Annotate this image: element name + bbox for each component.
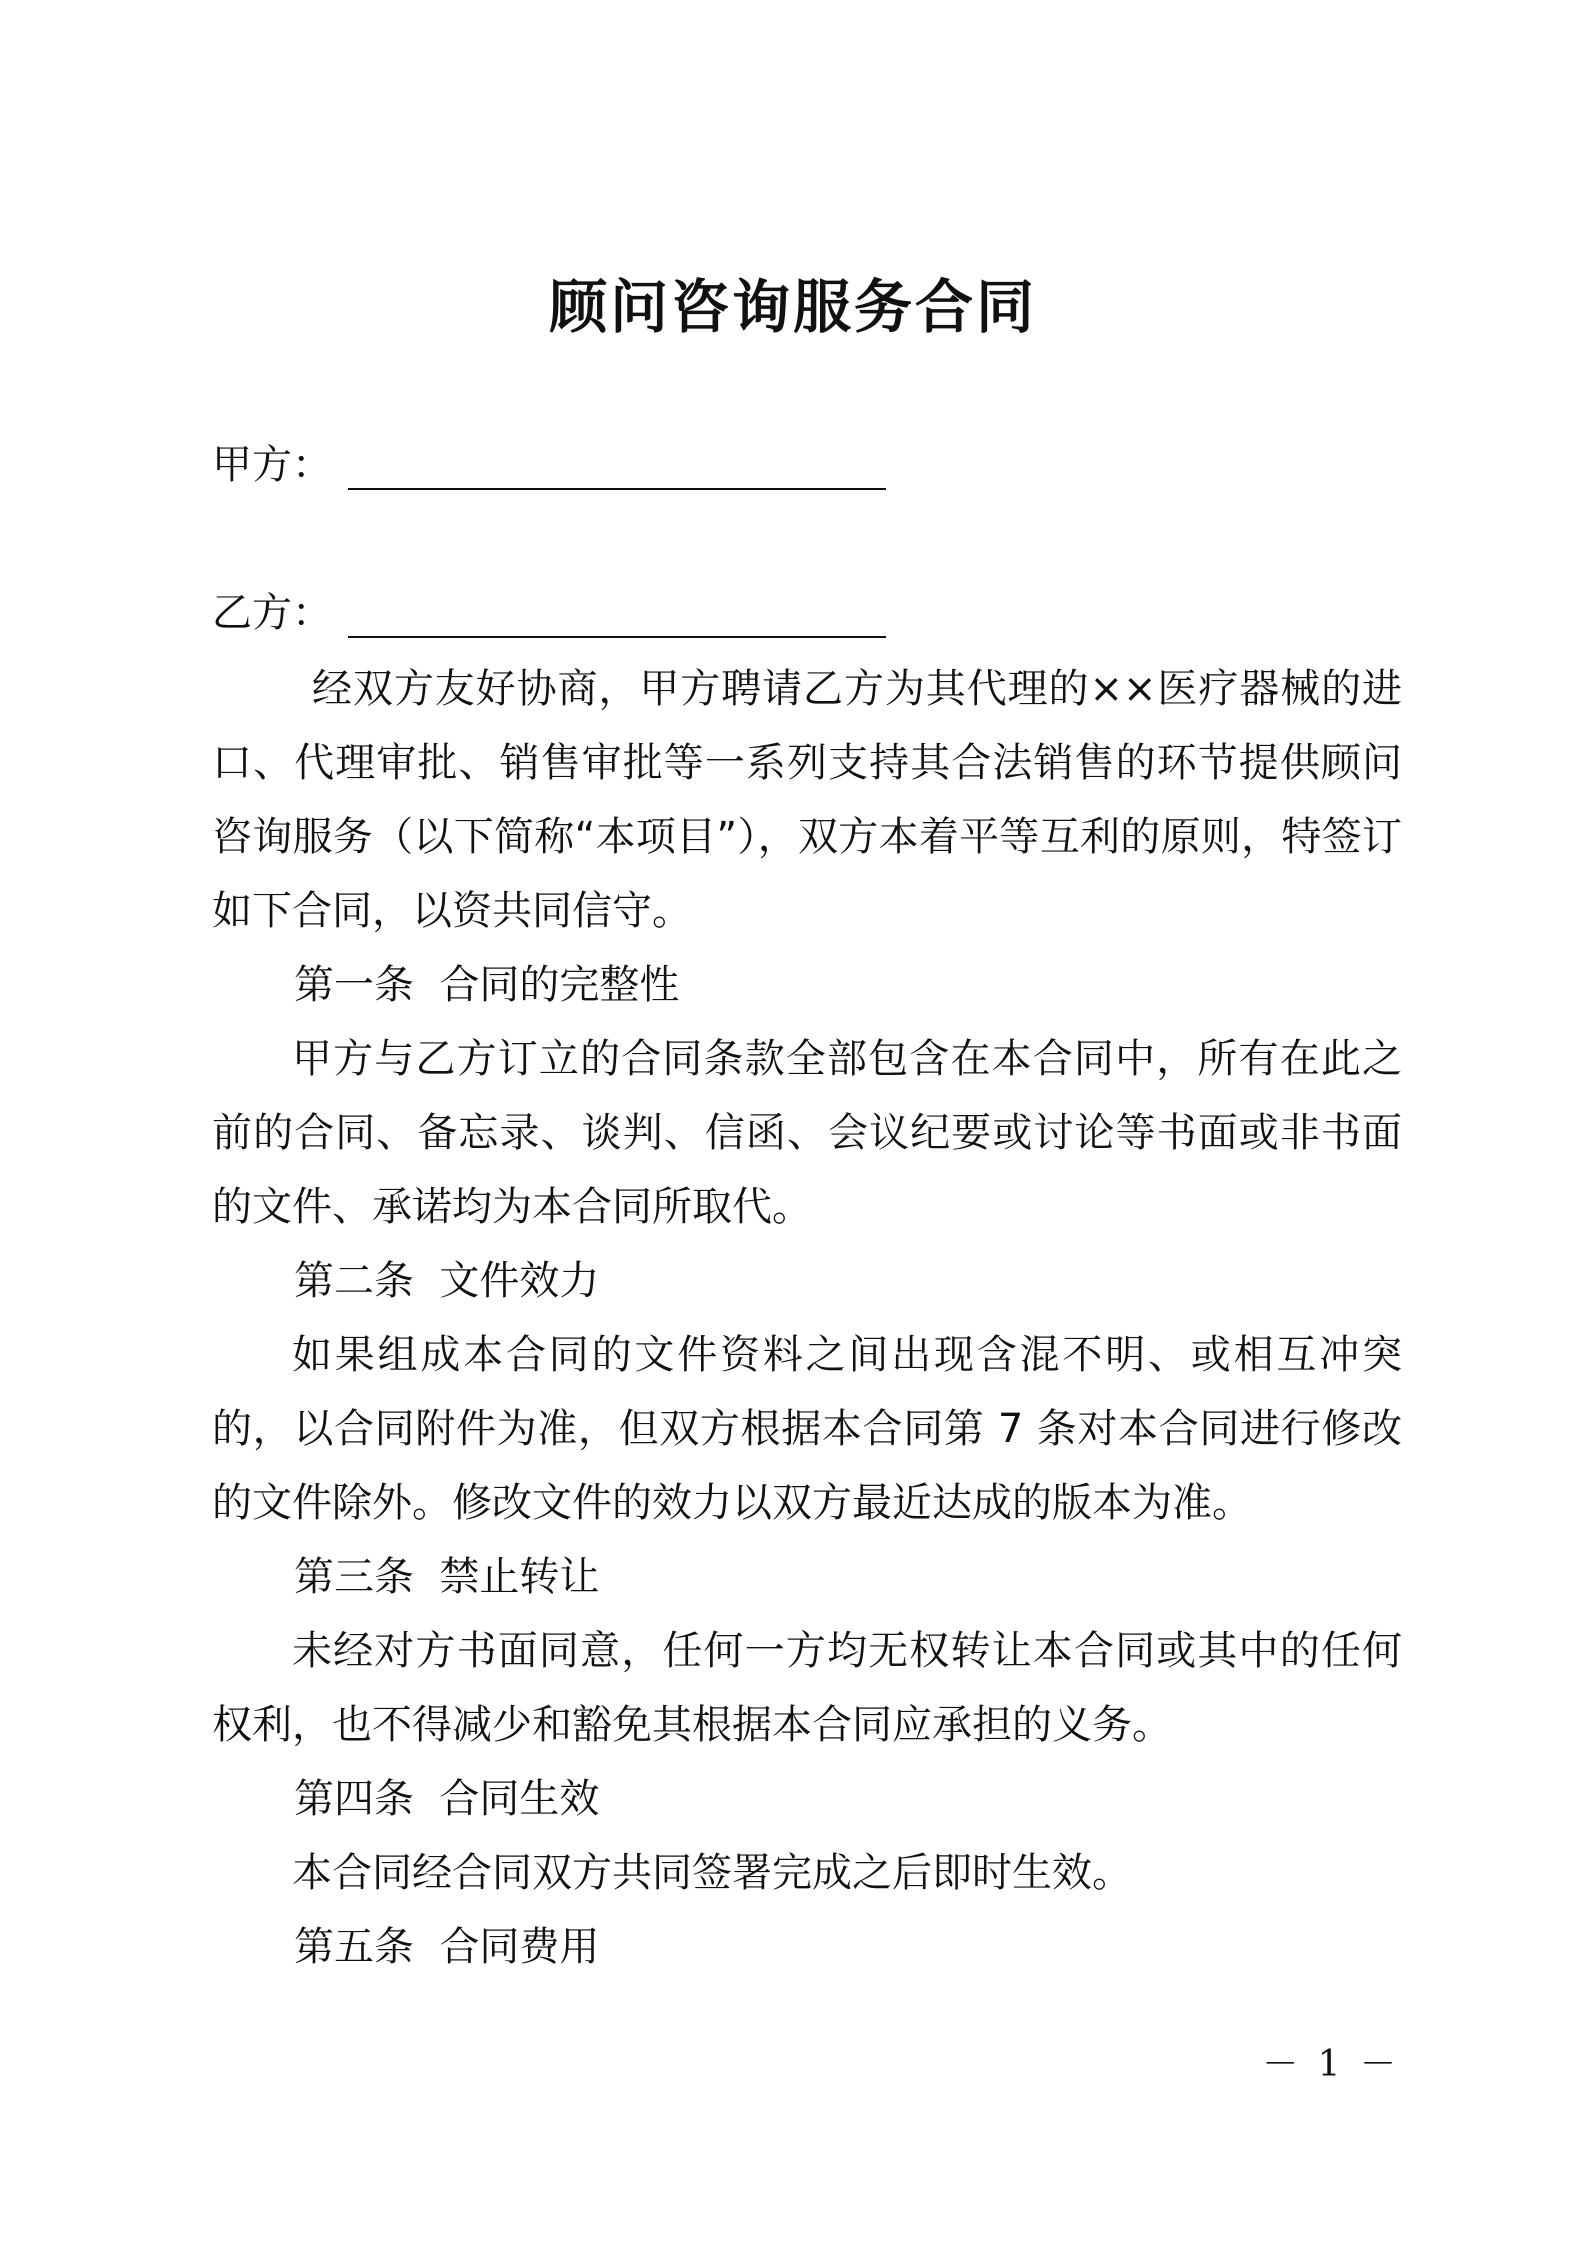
- article-4-text: 本合同经合同双方共同签署完成之后即时生效。: [292, 1850, 1132, 1896]
- article-5-heading: 第五条 合同费用: [294, 1924, 600, 1970]
- party-b-label: 乙方：: [212, 590, 332, 636]
- article-1-text: 甲方与乙方订立的合同条款全部包含在本合同中，所有在此之前的合同、备忘录、谈判、信函、会议纪要或讨论等书面或非书面的文件、承诺均为本合同所取代。: [212, 1036, 1402, 1230]
- page-number: － 1 －: [1262, 2044, 1400, 2085]
- article-2-heading: 第二条 文件效力: [294, 1258, 600, 1304]
- article-3-text: 未经对方书面同意，任何一方均无权转让本合同或其中的任何权利，也不得减少和豁免其根据本合同应承担的义务。: [212, 1628, 1402, 1748]
- party-a-label: 甲方：: [212, 442, 332, 488]
- document-title: 顾问咨询服务合同: [548, 273, 1037, 341]
- intro-paragraph: 经双方友好协商，甲方聘请乙方为其代理的××医疗器械的进口、代理审批、销售审批等一系列支持其合法销售的环节提供顾问咨询服务（以下简称“本项目”），双方本着平等互利的原则，特签订如下合同，以资共同信守。: [212, 666, 1402, 934]
- party-a-line: [212, 440, 886, 490]
- article-3-heading: 第三条 禁止转让: [294, 1554, 600, 1600]
- contract-body: [212, 652, 1402, 1984]
- party-b-line: [212, 588, 886, 638]
- article-4-heading: 第四条 合同生效: [294, 1776, 600, 1822]
- party-b-blank: [348, 590, 886, 638]
- article-1-heading: 第一条 合同的完整性: [294, 962, 680, 1008]
- article-2-text: 如果组成本合同的文件资料之间出现含混不明、或相互冲突的，以合同附件为准，但双方根据本合同第 7 条对本合同进行修改的文件除外。修改文件的效力以双方最近达成的版本为准。: [212, 1332, 1402, 1526]
- party-a-blank: [348, 442, 886, 490]
